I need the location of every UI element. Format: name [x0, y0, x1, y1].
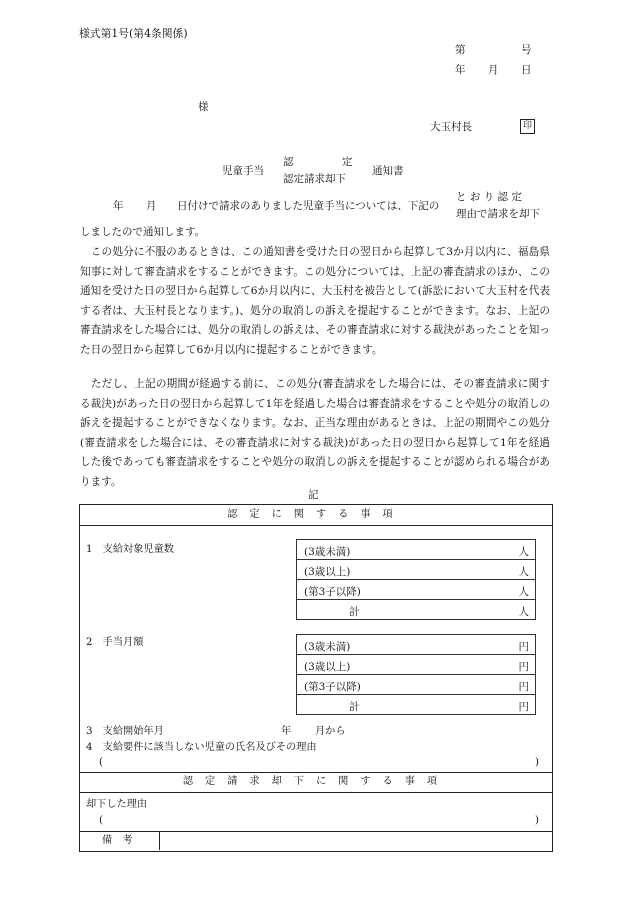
amount-row: (3歳未満) 円	[304, 641, 529, 653]
intro-line2: しましたので通知します。	[80, 226, 206, 238]
form-id: 様式第1号(第4条関係)	[79, 27, 188, 40]
date-month: 月	[488, 64, 499, 76]
intro-option-approve: と お り 認 定	[456, 191, 522, 203]
remarks-divider	[159, 831, 160, 850]
title-middle-top-a: 認	[283, 156, 294, 168]
addressee-suffix: 様	[198, 101, 209, 113]
reject-paren-open: (	[99, 815, 103, 826]
title-left: 児童手当	[222, 165, 264, 177]
item3-month: 月から	[315, 726, 346, 737]
children-count-table	[296, 539, 536, 620]
ki-heading: 記	[308, 489, 319, 501]
date-day: 日	[521, 64, 532, 76]
children-row: (3歳未満) 人	[304, 546, 529, 558]
intro-option-reject: 理由で請求を却下	[456, 208, 540, 220]
amount-row: (第3子以降) 円	[297, 674, 535, 694]
details-table	[79, 504, 553, 852]
seal-mark: 印	[520, 119, 535, 134]
item3-label: 3 支給開始年月	[86, 726, 164, 737]
reject-paren-close: )	[535, 815, 539, 826]
deadline-paragraph: ただし、上記の期間が経過する前に、この処分(審査請求をした場合には、その審査請求に関する裁決)があった日の翌日から起算して1年を経過した場合は審査請求をすることや処分の取消しの訴えを提起することができなくなります。なお、正当な理由があるときは、上記の期間やこの処分(審査請求をした場合には、その審査請求に対する裁決)があった日の翌日から起算して1年を経過した後であっても審査請求をすることや処分の取消しの訴えを提起することが認められる場合があります。	[80, 378, 550, 488]
item2-label: 2 手当月額	[86, 637, 144, 648]
item4-paren-open: (	[99, 757, 103, 768]
section1-heading: 認定に関する事項	[227, 509, 405, 520]
item4-label: 4 支給要件に該当しない児童の氏名及びその理由	[86, 742, 317, 753]
children-total-row: 計 人	[297, 599, 535, 619]
amount-total-row: 計 円	[297, 694, 535, 714]
issuer-name: 大玉村長	[430, 121, 472, 133]
section2-heading: 認定請求却下に関する事項	[182, 776, 450, 787]
item1-label: 1 支給対象児童数	[86, 544, 174, 555]
number-suffix: 号	[521, 44, 532, 56]
children-row: (3歳以上) 人	[297, 559, 535, 579]
amount-row: (3歳以上) 円	[297, 654, 535, 674]
reject-reason-label: 却下した理由	[86, 799, 148, 810]
intro-year: 年	[113, 200, 124, 212]
remarks-label: 備 考	[102, 835, 133, 846]
title-middle-bottom: 認定請求却下	[283, 173, 346, 185]
objection-paragraph: この処分に不服のあるときは、この通知書を受けた日の翌日から起算して3か月以内に、福島県知事に対して審査請求をすることができます。この処分については、上記の審査請求のほか、この通知を受けた日の翌日から起算して6か月以内に、大玉村を被告として(訴訟において大玉村を代表する者は、大玉村長となります。)、処分の取消しの訴えを提起することができます。なお、上記の審査請求をした場合には、処分の取消しの訴えは、その審査請求に対する裁決があったことを知った日の翌日から起算して6か月以内に提起することができます。	[80, 246, 550, 356]
intro-month: 月	[146, 200, 157, 212]
title-middle-top-b: 定	[342, 156, 353, 168]
intro-text: 日付けで請求のありました児童手当については、下記の	[177, 200, 440, 212]
title-right: 通知書	[372, 165, 404, 177]
item4-paren-close: )	[535, 757, 539, 768]
monthly-amount-table	[296, 634, 536, 715]
children-row: (第3子以降) 人	[297, 579, 535, 599]
number-prefix: 第	[455, 44, 466, 56]
item3-year: 年	[281, 726, 292, 737]
date-year: 年	[455, 64, 466, 76]
